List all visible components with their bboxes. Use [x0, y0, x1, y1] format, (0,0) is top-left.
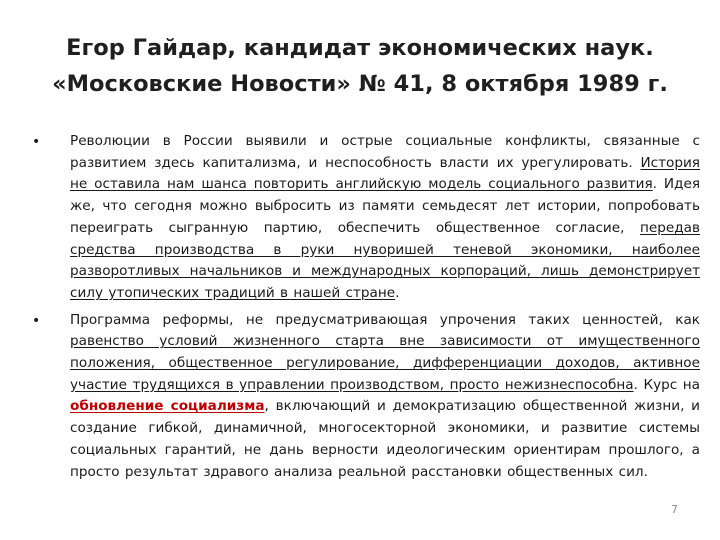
quote-list	[30, 131, 700, 488]
bullet-2-text-c: , включающий и демократизацию общественной жизни, и создание гибкой, динамичной, многосекторной экономики, и развитие системы социальных гарантий, не дань верности идеологическим ориентирам прошлого, а просто результат здравого анализа реальной расстановки общественных сил.	[70, 398, 701, 480]
bullet-item-2	[30, 310, 700, 484]
bullet-2-underlined: равенство условий жизненного старта вне зависимости от имущественного положения, общественное регулирование, дифференциации доходов, активное участие трудящихся в управлении производством, просто нежизнеспособна	[70, 333, 700, 393]
bullet-2-text-a: Программа реформы, не предусматривающая упрочения таких ценностей, как	[70, 311, 700, 328]
bullet-item-1	[30, 131, 700, 305]
bullet-1-underlined-a: История не оставила нам шанса повторить английскую модель социального развития	[70, 154, 700, 193]
bullet-1-text	[70, 131, 700, 305]
bullet-1-underlined-b: передав средства производства в руки нуворишей теневой экономики, наиболее разворотливых начальников и международных корпораций, лишь демонстрирует силу утопических традиций в нашей стране	[70, 219, 700, 301]
bullet-2-text	[70, 310, 700, 484]
title-line-2: «Московские Новости» № 41, 8 октября 1989 г.	[52, 71, 668, 97]
bullet-2-highlight: обновление социализма	[70, 398, 265, 415]
title-line-1: Егор Гайдар, кандидат экономических наук.	[66, 35, 654, 61]
bullet-dot-icon: •	[32, 312, 41, 329]
bullet-2-text-b: . Курс на	[633, 376, 701, 393]
bullet-dot-icon: •	[32, 134, 41, 150]
bullet-1-text-c: .	[395, 284, 400, 301]
bullet-1-text-a: Революции в России выявили и острые социальные конфликты, связанные с развитием здесь капитализма, и неспособность власти их урегулировать.	[70, 133, 700, 171]
slide-title	[40, 30, 680, 102]
page-number: 7	[671, 503, 678, 516]
bullet-1-text-b: . Идея же, что сегодня можно выбросить из памяти семьдесят лет истории, попробовать переиграть сыгранную партию, обеспечить общественное согласие,	[70, 176, 700, 236]
